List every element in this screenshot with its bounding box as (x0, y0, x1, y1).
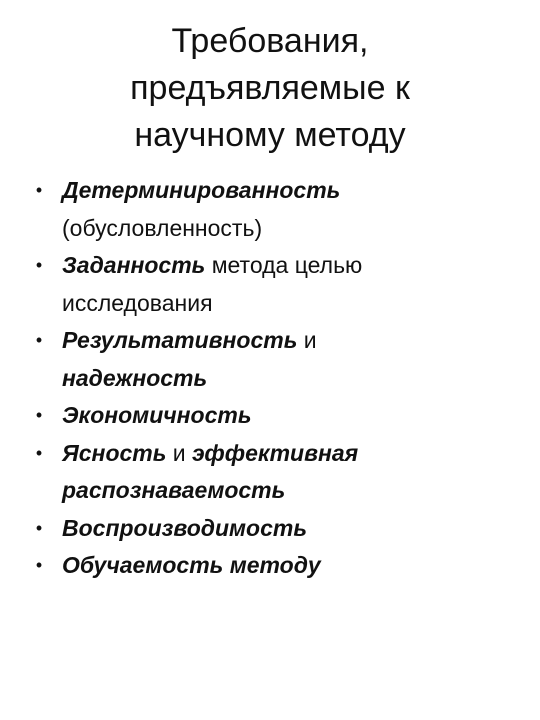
list-item (0, 247, 540, 322)
item-text: и (297, 327, 317, 353)
title-line: научному методу (134, 116, 406, 154)
list-item (0, 172, 540, 247)
item-line (62, 510, 540, 548)
bullet-icon: • (35, 180, 43, 200)
item-line (62, 285, 540, 323)
item-line (62, 247, 540, 285)
bullet-icon: • (35, 330, 43, 350)
item-term: Ясность (62, 439, 167, 466)
item-text: (обусловленность) (62, 214, 263, 241)
list-item (0, 510, 540, 548)
item-line (62, 397, 540, 435)
item-term: Экономичность (62, 402, 252, 428)
bullet-icon: • (35, 405, 43, 425)
item-term: надежность (62, 364, 208, 391)
item-term: распознаваемость (62, 477, 286, 503)
item-line (62, 547, 540, 585)
item-term: Заданность (62, 252, 206, 278)
item-line (62, 435, 540, 473)
item-term: Детерминированность (62, 177, 341, 203)
bullet-icon: • (35, 442, 43, 463)
bullet-icon: • (35, 255, 43, 275)
item-text: метода целью (205, 252, 363, 278)
list-item (0, 547, 540, 585)
list-item (0, 397, 540, 435)
item-line (62, 472, 540, 510)
bullet-icon: • (35, 555, 43, 575)
title-line: предъявляемые к (130, 69, 410, 107)
item-text: исследования (62, 289, 213, 316)
bullet-icon: • (35, 517, 43, 538)
item-line (62, 172, 540, 210)
item-line (62, 322, 540, 360)
item-line (62, 210, 540, 248)
list-item (0, 322, 540, 397)
slide-title (60, 18, 480, 159)
item-text: и (166, 439, 193, 466)
list-item (0, 435, 540, 510)
item-term: Результативность (62, 327, 298, 353)
item-term: эффективная (192, 439, 359, 466)
title-line: Требования, (171, 22, 369, 60)
item-line (62, 360, 540, 398)
item-term: Воспроизводимость (62, 514, 307, 541)
requirements-list (0, 172, 540, 585)
item-term: Обучаемость методу (62, 552, 321, 578)
